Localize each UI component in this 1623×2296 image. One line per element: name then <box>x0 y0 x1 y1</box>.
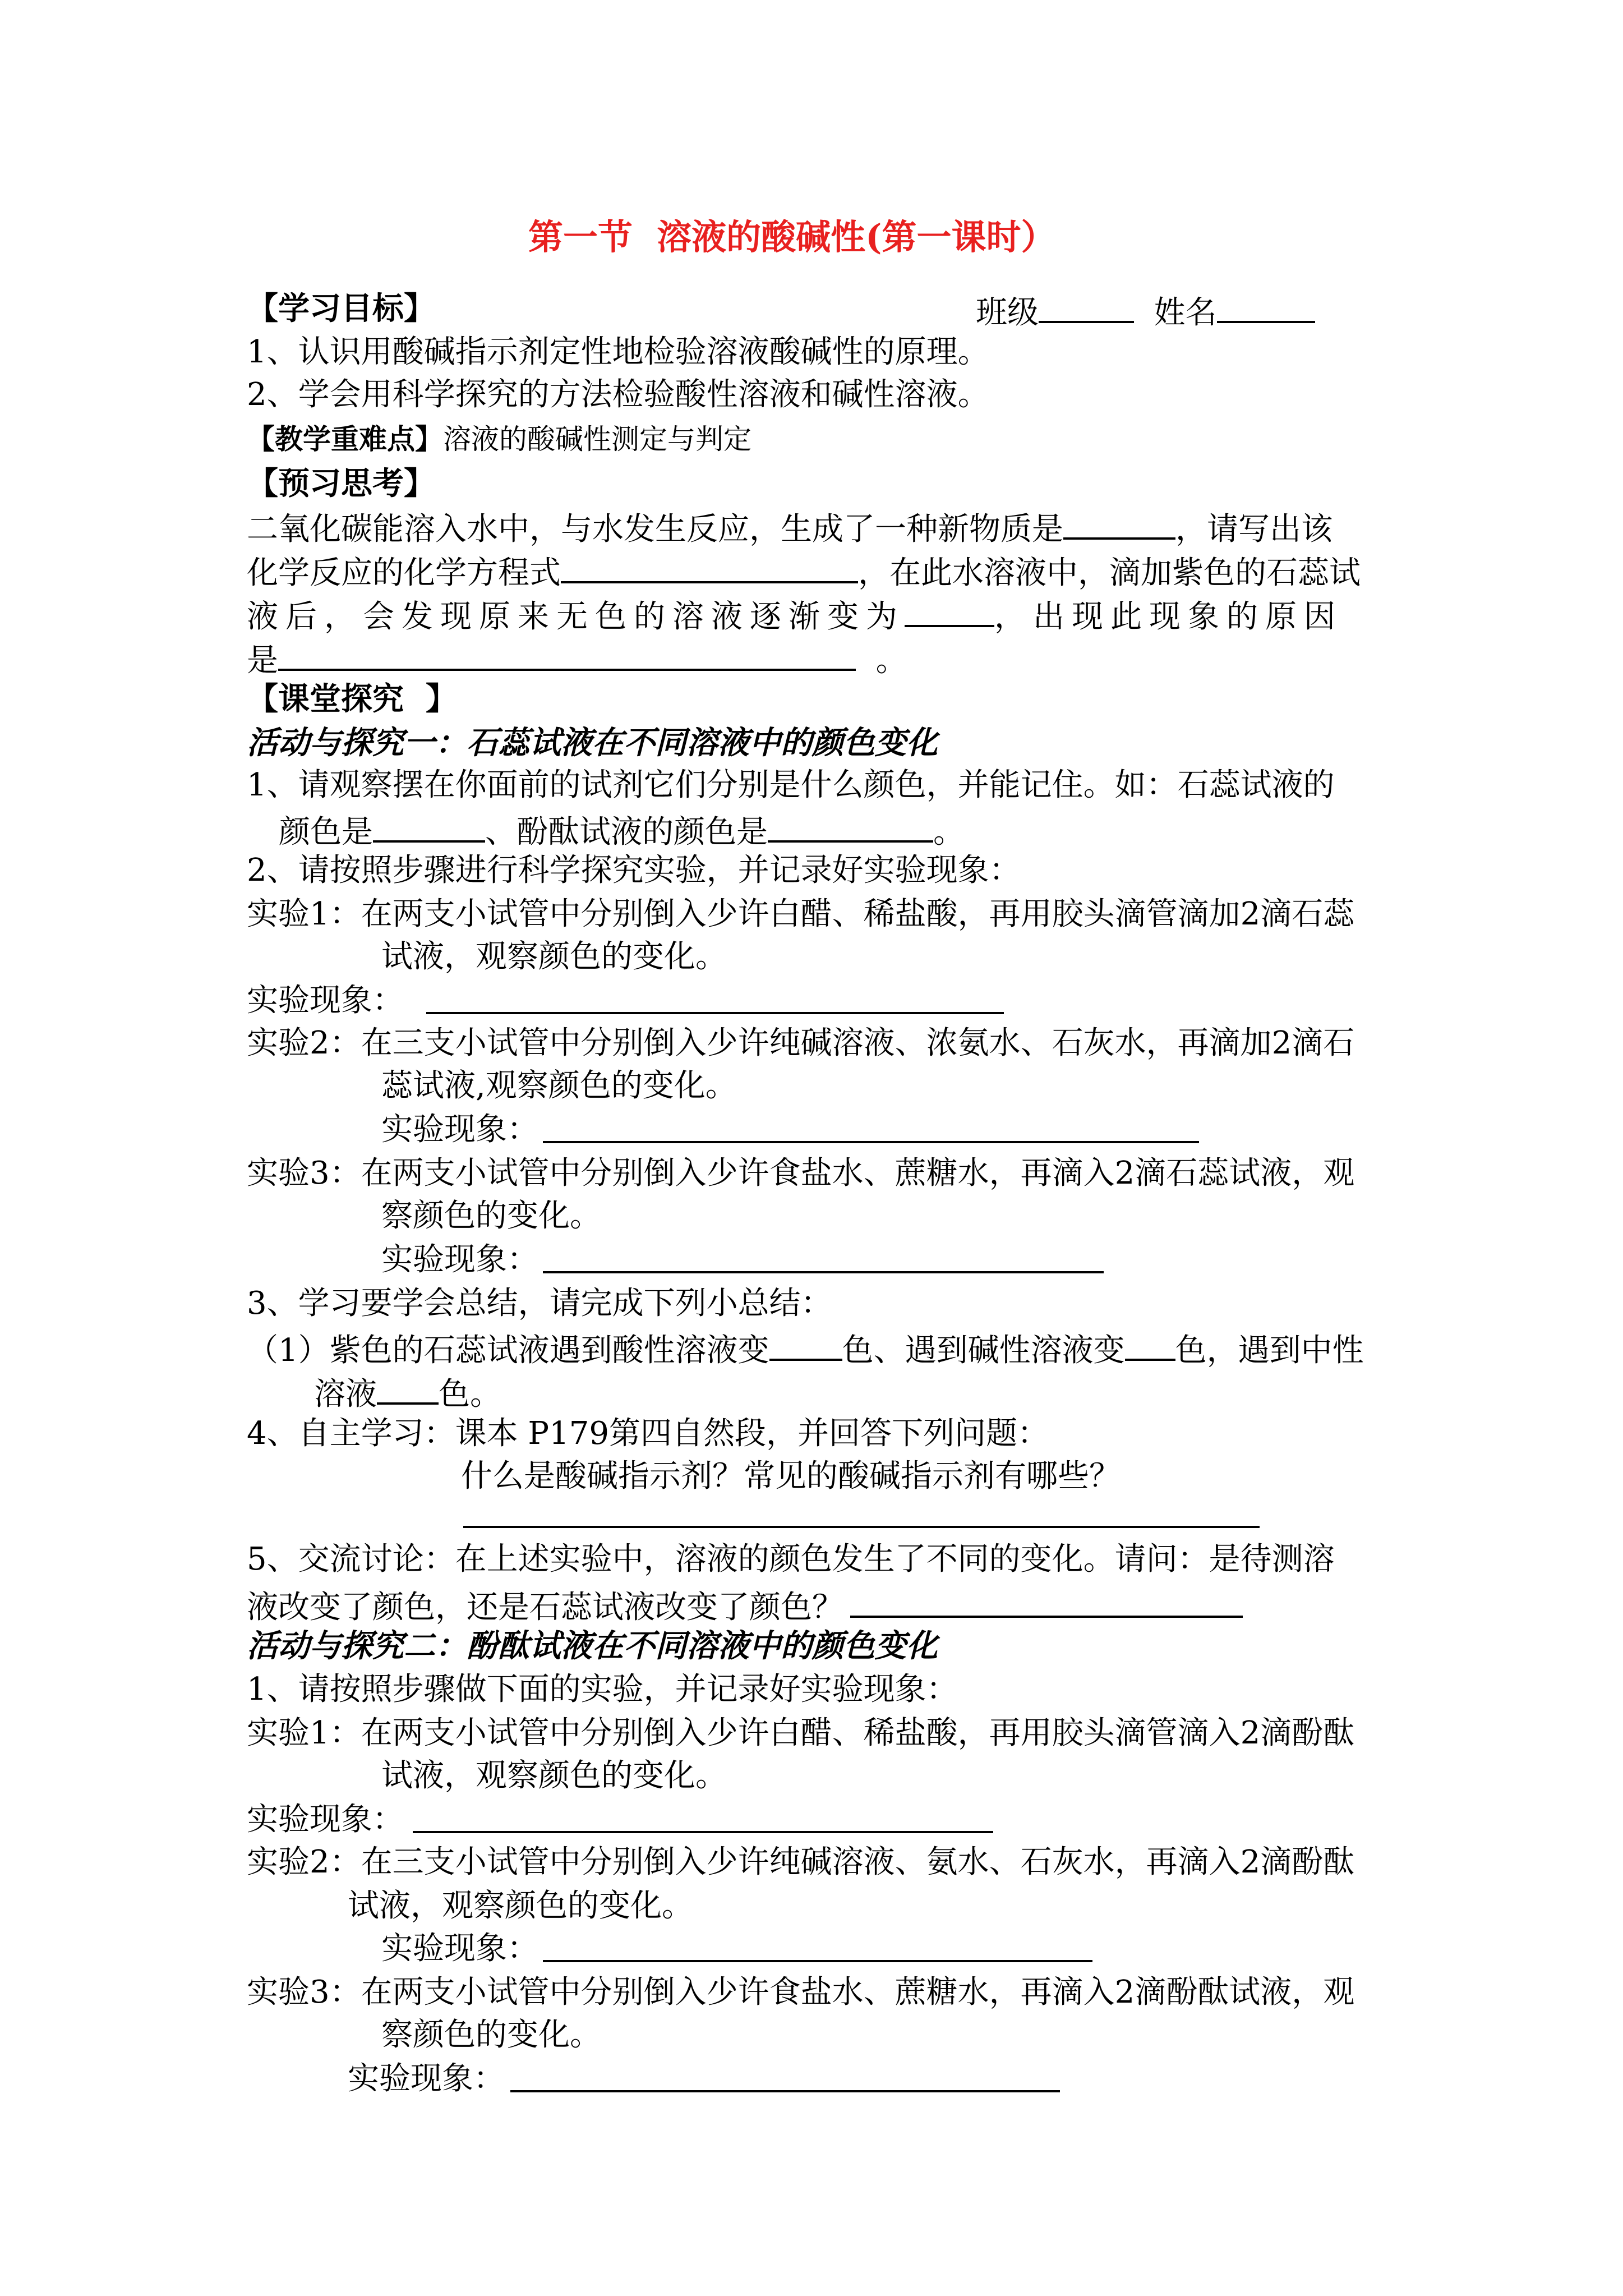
preview-line <box>247 597 1343 633</box>
a1-obs1-blank[interactable] <box>426 1012 1004 1014</box>
preview-heading: 【预习思考】 <box>247 465 435 502</box>
a1-exp2-cont: 蕊试液,观察颜色的变化。 <box>381 1068 737 1104</box>
preview-text: 化学反应的化学方程式 <box>247 555 561 591</box>
class-label: 班级 <box>976 295 1039 331</box>
summary-text: 色，遇到中性 <box>1175 1332 1364 1369</box>
class-field <box>976 293 1315 329</box>
a2-exp3: 实验3：在两支小试管中分别倒入少许食盐水、蔗糖水，再滴入2滴酚酞试液，观 <box>247 1974 1355 2010</box>
activity1-q5-cont <box>247 1588 1243 1626</box>
a1-exp1: 实验1：在两支小试管中分别倒入少许白醋、稀盐酸，再用胶头滴管滴加2滴石蕊 <box>247 896 1355 932</box>
a1-exp1-cont: 试液，观察颜色的变化。 <box>381 938 727 975</box>
preview-blank-reason[interactable] <box>278 641 856 671</box>
a2-exp1: 实验1：在两支小试管中分别倒入少许白醋、稀盐酸，再用胶头滴管滴入2滴酚酞 <box>247 1715 1355 1751</box>
key-points-text: 溶液的酸碱性测定与判定 <box>443 423 751 455</box>
activity1-heading: 活动与探究一：石蕊试液在不同溶液中的颜色变化 <box>247 724 938 761</box>
summary-line-cont <box>314 1374 501 1410</box>
activity1-q2: 2、请按照步骤进行科学探究实验，并记录好实验现象： <box>247 852 1021 889</box>
class-explore-heading: 【课堂探究 】 <box>247 680 457 717</box>
activity1-q4-sub: 什么是酸碱指示剂？常见的酸碱指示剂有哪些？ <box>461 1458 1121 1494</box>
activity2-q1: 1、请按照步骤做下面的实验，并记录好实验现象： <box>247 1671 958 1708</box>
q1-text: 、酚酞试液的颜色是 <box>485 814 768 850</box>
summary-text: （1）紫色的石蕊试液遇到酸性溶液变 <box>247 1332 769 1369</box>
a1-obs2-label: 实验现象： <box>381 1111 538 1148</box>
preview-text: 液后，会发现原来无色的溶液逐渐变为 <box>247 599 905 635</box>
a1-exp2: 实验2：在三支小试管中分别倒入少许纯碱溶液、浓氨水、石灰水，再滴加2滴石 <box>247 1025 1355 1061</box>
activity1-q5: 5、交流讨论：在上述实验中，溶液的颜色发生了不同的变化。请问：是待测溶 <box>247 1541 1335 1577</box>
litmus-color-blank[interactable] <box>373 812 485 843</box>
a2-exp2: 实验2：在三支小试管中分别倒入少许纯碱溶液、氨水、石灰水，再滴入2滴酚酞 <box>247 1844 1355 1880</box>
name-blank[interactable] <box>1217 293 1315 323</box>
goal-item: 2、学会用科学探究的方法检验酸性溶液和碱性溶液。 <box>247 376 989 413</box>
preview-text: ，在此水溶液中，滴加紫色的石蕊试 <box>858 555 1361 591</box>
preview-text: 二氧化碳能溶入水中，与水发生反应，生成了一种新物质是 <box>247 511 1063 547</box>
preview-line <box>247 509 1332 545</box>
a1-obs3-blank[interactable] <box>543 1271 1104 1273</box>
preview-text: ，请写出该 <box>1175 511 1332 547</box>
neutral-color-blank[interactable] <box>377 1374 439 1405</box>
a2-obs1-label: 实验现象： <box>247 1801 404 1838</box>
indicator-answer-blank[interactable] <box>463 1526 1260 1528</box>
a1-obs3-label: 实验现象： <box>381 1241 538 1278</box>
preview-line <box>247 553 1361 589</box>
a2-obs3-label: 实验现象： <box>348 2060 505 2097</box>
name-label: 姓名 <box>1154 295 1217 331</box>
preview-text: 。 <box>875 642 907 679</box>
activity1-q4: 4、自主学习：课本 P179第四自然段，并回答下列问题： <box>247 1415 1049 1452</box>
a2-exp1-cont: 试液，观察颜色的变化。 <box>381 1757 727 1794</box>
a2-obs1-blank[interactable] <box>413 1831 993 1833</box>
base-color-blank[interactable] <box>1125 1331 1175 1361</box>
page-title: 第一节 溶液的酸碱性(第一课时） <box>528 217 1056 257</box>
activity1-q3: 3、学习要学会总结，请完成下列小总结： <box>247 1285 832 1322</box>
summary-text: 溶液 <box>314 1376 377 1412</box>
key-points <box>247 422 751 455</box>
goal-item: 1、认识用酸碱指示剂定性地检验溶液酸碱性的原理。 <box>247 334 989 370</box>
summary-text: 色、遇到碱性溶液变 <box>842 1332 1125 1369</box>
a1-obs2-blank[interactable] <box>543 1141 1199 1143</box>
summary-text: 色。 <box>439 1376 501 1412</box>
preview-blank-color[interactable] <box>905 597 994 627</box>
a2-obs2-blank[interactable] <box>543 1960 1092 1962</box>
q5-text: 液改变了颜色，还是石蕊试液改变了颜色？ <box>247 1589 843 1626</box>
preview-blank-substance[interactable] <box>1063 509 1175 540</box>
preview-blank-equation[interactable] <box>561 553 858 583</box>
acid-color-blank[interactable] <box>769 1331 842 1361</box>
q1-text: 。 <box>933 814 965 850</box>
preview-text: ，出现此现象的原因 <box>994 599 1343 635</box>
a2-exp2-cont: 试液，观察颜色的变化。 <box>348 1888 693 1924</box>
a2-exp3-cont: 察颜色的变化。 <box>381 2017 601 2053</box>
preview-text: 是 <box>247 642 278 679</box>
phenol-color-blank[interactable] <box>768 812 933 843</box>
a1-obs1-label: 实验现象： <box>247 982 404 1019</box>
activity2-heading: 活动与探究二：酚酞试液在不同溶液中的颜色变化 <box>247 1627 938 1664</box>
goals-heading: 【学习目标】 <box>247 290 435 327</box>
activity1-q1-cont <box>279 812 965 848</box>
a1-exp3-cont: 察颜色的变化。 <box>381 1198 601 1234</box>
summary-line <box>247 1331 1364 1369</box>
class-blank[interactable] <box>1039 293 1134 323</box>
q1-text: 颜色是 <box>279 814 373 850</box>
a2-obs3-blank[interactable] <box>510 2090 1060 2092</box>
discussion-blank[interactable] <box>850 1588 1243 1618</box>
key-points-heading: 【教学重难点】 <box>247 422 443 455</box>
preview-line <box>247 641 907 677</box>
activity1-q1: 1、请观察摆在你面前的试剂它们分别是什么颜色，并能记住。如：石蕊试液的 <box>247 767 1335 803</box>
a2-obs2-label: 实验现象： <box>381 1930 538 1967</box>
a1-exp3: 实验3：在两支小试管中分别倒入少许食盐水、蔗糖水，再滴入2滴石蕊试液，观 <box>247 1155 1355 1191</box>
